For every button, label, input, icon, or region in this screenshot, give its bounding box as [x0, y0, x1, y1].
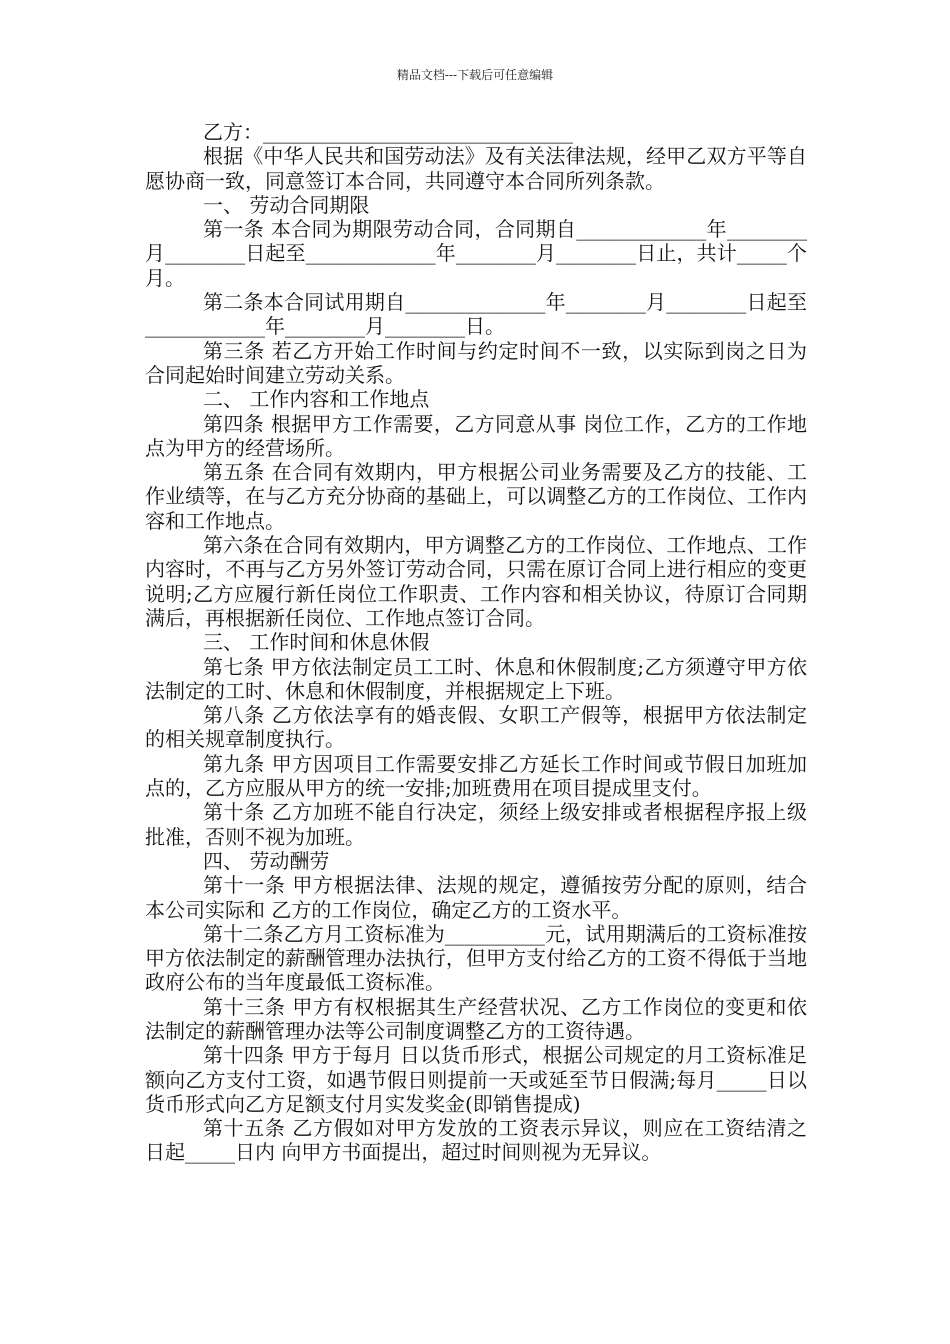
article-8: 第八条 乙方依法享有的婚丧假、女职工产假等，根据甲方依法制定的相关规章制度执行。 [145, 703, 807, 752]
article-5: 第五条 在合同有效期内，甲方根据公司业务需要及乙方的技能、工作业绩等，在与乙方充分协商的基础上，可以调整乙方的工作岗位、工作内容和工作地点。 [145, 460, 807, 533]
article-13: 第十三条 甲方有权根据其生产经营状况、乙方工作岗位的变更和依法制定的薪酬管理办法等公司制度调整乙方的工资待遇。 [145, 994, 807, 1043]
article-9: 第九条 甲方因项目工作需要安排乙方延长工作时间或节假日加班加点的，乙方应服从甲方的统一安排;加班费用在项目提成里支付。 [145, 751, 807, 801]
page-header: 精品文档---下载后可任意编辑 [396, 68, 554, 82]
article-7: 第七条 甲方依法制定员工工时、休息和休假制度;乙方须遵守甲方依法制定的工时、休息和休假制度，并根据规定上下班。 [145, 654, 807, 703]
document-body [145, 120, 807, 1165]
article-6: 第六条在合同有效期内，甲方调整乙方的工作岗位、工作地点、工作内容时，不再与乙方另外签订劳动合同，只需在原订合同上进行相应的变更说明;乙方应履行新任岗位工作职责、工作内容和相关协议，待原订合同期满后，再根据新任岗位、工作地点签订合同。 [145, 533, 807, 630]
section-heading-2: 二、 工作内容和工作地点 [203, 387, 430, 412]
article-4: 第四条 根据甲方工作需要，乙方同意从事 岗位工作，乙方的工作地点为甲方的经营场所。 [145, 411, 807, 460]
section-heading-1: 一、 劳动合同期限 [203, 192, 370, 217]
article-10: 第十条 乙方加班不能自行决定，须经上级安排或者根据程序报上级批准，否则不视为加班。 [145, 800, 807, 849]
article-15: 第十五条 乙方假如对甲方发放的工资表示异议，则应在工资结清之日起_____日内 向甲方书面提出，超过时间则视为无异议。 [145, 1116, 807, 1165]
section-heading-3: 三、 工作时间和休息休假 [203, 630, 430, 655]
article-3: 第三条 若乙方开始工作时间与约定时间不一致，以实际到岗之日为合同起始时间建立劳动关系。 [145, 338, 807, 387]
party-b-line: 乙方：_______________________________ [203, 120, 573, 144]
article-11: 第十一条 甲方根据法律、法规的规定，遵循按劳分配的原则，结合本公司实际和 乙方的工作岗位，确定乙方的工资水平。 [145, 873, 807, 922]
article-12: 第十二条乙方月工资标准为__________元，试用期满后的工资标准按甲方依法制定的薪酬管理办法执行，但甲方支付给乙方的工资不得低于当地政府公布的当年度最低工资标准。 [145, 921, 807, 995]
preamble: 根据《中华人民共和国劳动法》及有关法律法规，经甲乙双方平等自愿协商一致，同意签订本合同，共同遵守本合同所列条款。 [145, 144, 807, 193]
article-14: 第十四条 甲方于每月 日以货币形式，根据公司规定的月工资标准足额向乙方支付工资，如遇节假日则提前一天或延至节日假满;每月_____日以货币形式向乙方足额支付月实发奖金(即销售提成) [145, 1043, 807, 1116]
article-1: 第一条 本合同为期限劳动合同，合同期自_____________年________月________日起至_____________年________月________日止，共计_____个月。 [145, 217, 807, 290]
article-2: 第二条本合同试用期自______________年________月________日起至____________年________月________日。 [145, 290, 807, 339]
section-heading-4: 四、 劳动酬劳 [203, 848, 330, 873]
